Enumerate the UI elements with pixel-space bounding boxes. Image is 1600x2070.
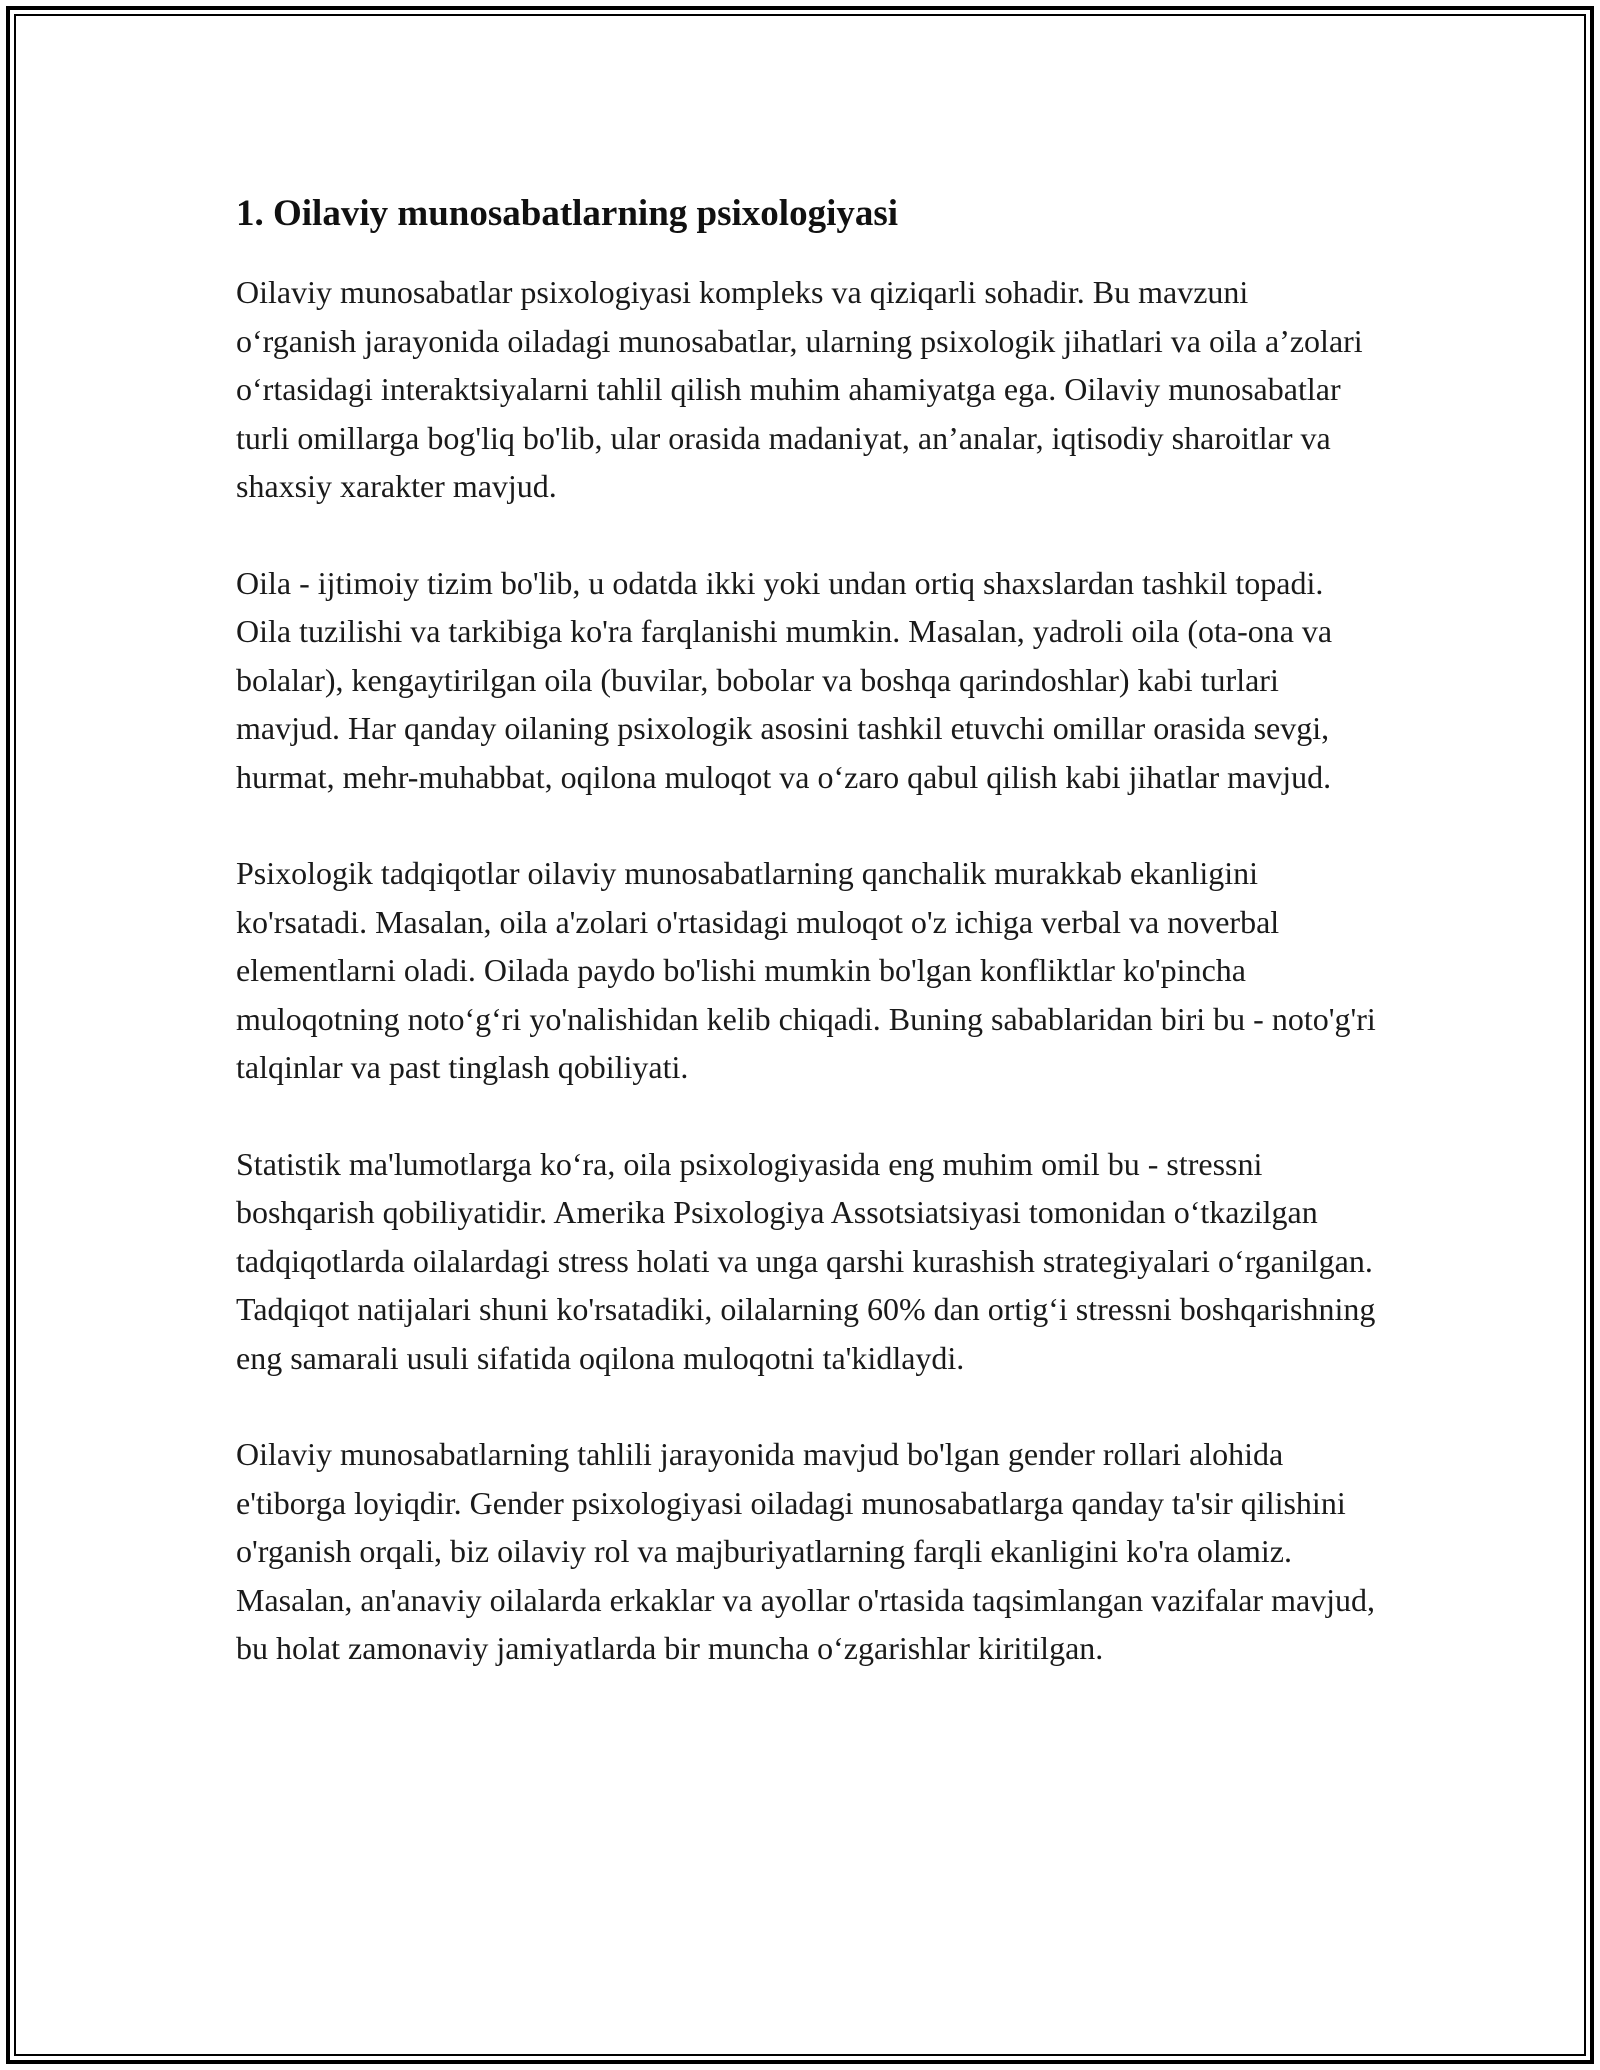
section-title: 1. Oilaviy munosabatlarning psixologiyasi: [236, 193, 899, 234]
document-body: [236, 186, 1376, 1721]
paragraph-3: Psixologik tadqiqotlar oilaviy munosabatlarning qanchalik murakkab ekanligini ko'rsatadi. Masalan, oila a'zolari o'rtasidagi muloqot o'z ichiga verbal va noverbal elementlarni oladi. Oilada paydo bo'lishi mumkin bo'lgan konfliktlar ko'pincha muloqotning noto‘g‘ri yo'nalishidan kelib chiqadi. Buning sabablaridan biri bu - noto'g'ri talqinlar va past tinglash qobiliyati.: [236, 855, 1376, 1085]
paragraph-1: Oilaviy munosabatlar psixologiyasi kompleks va qiziqarli sohadir. Bu mavzuni o‘rganish jarayonida oiladagi munosabatlar, ularning psixologik jihatlari va oila a’zolari o‘rtasidagi interaktsiyalarni tahlil qilish muhim ahamiyatga ega. Oilaviy munosabatlar turli omillarga bog'liq bo'lib, ular orasida madaniyat, an’analar, iqtisodiy sharoitlar va shaxsiy xarakter mavjud.: [236, 274, 1363, 504]
paragraph-2: Oila - ijtimoiy tizim bo'lib, u odatda ikki yoki undan ortiq shaxslardan tashkil topadi. Oila tuzilishi va tarkibiga ko'ra farqlanishi mumkin. Masalan, yadroli oila (ota-ona va bolalar), kengaytirilgan oila (buvilar, bobolar va boshqa qarindoshlar) kabi turlari mavjud. Har qanday oilaning psixologik asosini tashkil etuvchi omillar orasida sevgi, hurmat, mehr-muhabbat, oqilona muloqot va o‘zaro qabul qilish kabi jihatlar mavjud.: [236, 564, 1333, 795]
paragraph-5: Oilaviy munosabatlarning tahlili jarayonida mavjud bo'lgan gender rollari alohida e'tiborga loyiqdir. Gender psixologiyasi oiladagi munosabatlarga qanday ta'sir qilishini o'rganish orqali, biz oilaviy rol va majburiyatlarning farqli ekanligini ko'ra olamiz. Masalan, an'anaviy oilalarda erkaklar va ayollar o'rtasida taqsimlangan vazifalar mavjud, bu holat zamonaviy jamiyatlarda bir muncha o‘zgarishlar kiritilgan.: [236, 1436, 1376, 1666]
paragraph-4: Statistik ma'lumotlarga ko‘ra, oila psixologiyasida eng muhim omil bu - stressni boshqarish qobiliyatidir. Amerika Psixologiya Assotsiatsiyasi tomonidan o‘tkazilgan tadqiqotlarda oilalardagi stress holati va unga qarshi kurashish strategiyalari o‘rganilgan. Tadqiqot natijalari shuni ko'rsatadiki, oilalarning 60% dan ortig‘i stressni boshqarishning eng samarali usuli sifatida oqilona muloqotni ta'kidlaydi.: [236, 1145, 1376, 1376]
